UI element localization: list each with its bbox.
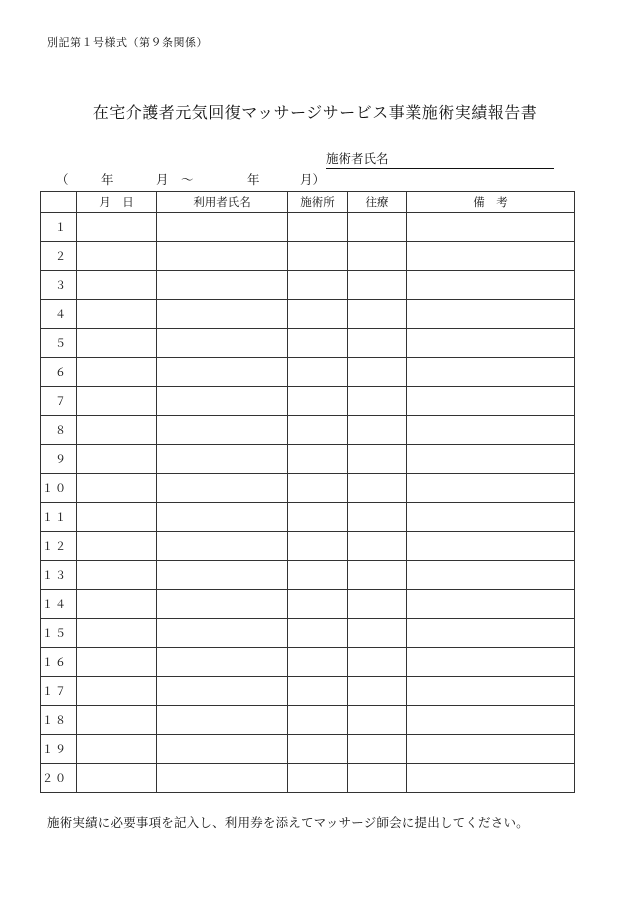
remarks-cell[interactable] <box>407 503 575 532</box>
house-call-cell[interactable] <box>348 445 407 474</box>
location-cell[interactable] <box>288 735 348 764</box>
period-end-year: 年 <box>247 172 260 187</box>
date-cell[interactable] <box>77 416 157 445</box>
remarks-cell[interactable] <box>407 416 575 445</box>
row-number: １８ <box>41 706 77 735</box>
location-cell[interactable] <box>288 648 348 677</box>
user-name-cell[interactable] <box>157 648 288 677</box>
remarks-cell[interactable] <box>407 242 575 271</box>
house-call-cell[interactable] <box>348 474 407 503</box>
row-number: ２０ <box>41 764 77 793</box>
row-number: ７ <box>41 387 77 416</box>
period-start-year: 年 <box>101 172 114 187</box>
remarks-cell[interactable] <box>407 358 575 387</box>
user-name-cell[interactable] <box>157 619 288 648</box>
house-call-cell[interactable] <box>348 706 407 735</box>
remarks-cell[interactable] <box>407 300 575 329</box>
row-number: １６ <box>41 648 77 677</box>
date-cell[interactable] <box>77 706 157 735</box>
date-cell[interactable] <box>77 619 157 648</box>
row-number: ８ <box>41 416 77 445</box>
date-cell[interactable] <box>77 271 157 300</box>
date-cell[interactable] <box>77 532 157 561</box>
row-number: ９ <box>41 445 77 474</box>
user-name-cell[interactable] <box>157 242 288 271</box>
house-call-cell[interactable] <box>348 300 407 329</box>
house-call-cell[interactable] <box>348 387 407 416</box>
period-end-month: 月） <box>300 172 326 187</box>
table-row <box>41 706 575 735</box>
row-number: ６ <box>41 358 77 387</box>
table-row <box>41 242 575 271</box>
row-number: ４ <box>41 300 77 329</box>
date-cell[interactable] <box>77 561 157 590</box>
table-row <box>41 764 575 793</box>
house-call-cell[interactable] <box>348 677 407 706</box>
row-number: １１ <box>41 503 77 532</box>
location-cell[interactable] <box>288 213 348 242</box>
row-number: ５ <box>41 329 77 358</box>
row-number: １５ <box>41 619 77 648</box>
house-call-cell[interactable] <box>348 416 407 445</box>
house-call-cell[interactable] <box>348 561 407 590</box>
date-cell[interactable] <box>77 213 157 242</box>
table-row <box>41 532 575 561</box>
remarks-cell[interactable] <box>407 271 575 300</box>
remarks-cell[interactable] <box>407 764 575 793</box>
house-call-cell[interactable] <box>348 590 407 619</box>
remarks-cell[interactable] <box>407 706 575 735</box>
location-cell[interactable] <box>288 242 348 271</box>
user-name-cell[interactable] <box>157 358 288 387</box>
table-row <box>41 271 575 300</box>
header-house-call: 往療 <box>348 192 407 213</box>
location-cell[interactable] <box>288 474 348 503</box>
header-remarks: 備 考 <box>407 192 575 213</box>
row-number: １０ <box>41 474 77 503</box>
header-user-name: 利用者氏名 <box>157 192 288 213</box>
date-cell[interactable] <box>77 764 157 793</box>
house-call-cell[interactable] <box>348 735 407 764</box>
user-name-cell[interactable] <box>157 329 288 358</box>
house-call-cell[interactable] <box>348 648 407 677</box>
user-name-cell[interactable] <box>157 561 288 590</box>
house-call-cell[interactable] <box>348 213 407 242</box>
user-name-cell[interactable] <box>157 271 288 300</box>
row-number: １２ <box>41 532 77 561</box>
row-number: １９ <box>41 735 77 764</box>
date-cell[interactable] <box>77 474 157 503</box>
practitioner-name-label: 施術者氏名 <box>326 151 389 166</box>
table-row <box>41 474 575 503</box>
table-row <box>41 503 575 532</box>
location-cell[interactable] <box>288 706 348 735</box>
location-cell[interactable] <box>288 677 348 706</box>
remarks-cell[interactable] <box>407 532 575 561</box>
remarks-cell[interactable] <box>407 445 575 474</box>
user-name-cell[interactable] <box>157 503 288 532</box>
remarks-cell[interactable] <box>407 619 575 648</box>
house-call-cell[interactable] <box>348 358 407 387</box>
user-name-cell[interactable] <box>157 416 288 445</box>
table-row <box>41 561 575 590</box>
remarks-cell[interactable] <box>407 387 575 416</box>
remarks-cell[interactable] <box>407 735 575 764</box>
row-number: １７ <box>41 677 77 706</box>
location-cell[interactable] <box>288 300 348 329</box>
period-start-month: 月 <box>156 172 169 187</box>
location-cell[interactable] <box>288 619 348 648</box>
date-cell[interactable] <box>77 387 157 416</box>
table-row <box>41 213 575 242</box>
document-title: 在宅介護者元気回復マッサージサービス事業施術実績報告書 <box>92 103 538 122</box>
user-name-cell[interactable] <box>157 735 288 764</box>
house-call-cell[interactable] <box>348 242 407 271</box>
header-month-day: 月 日 <box>77 192 157 213</box>
header-location: 施術所 <box>288 192 348 213</box>
table-row <box>41 677 575 706</box>
table-row <box>41 735 575 764</box>
user-name-cell[interactable] <box>157 532 288 561</box>
table-row <box>41 445 575 474</box>
user-name-cell[interactable] <box>157 764 288 793</box>
table-row <box>41 329 575 358</box>
date-cell[interactable] <box>77 735 157 764</box>
date-cell[interactable] <box>77 242 157 271</box>
house-call-cell[interactable] <box>348 764 407 793</box>
location-cell[interactable] <box>288 532 348 561</box>
date-cell[interactable] <box>77 358 157 387</box>
location-cell[interactable] <box>288 387 348 416</box>
user-name-cell[interactable] <box>157 387 288 416</box>
table-header-row <box>41 192 575 213</box>
remarks-cell[interactable] <box>407 474 575 503</box>
date-cell[interactable] <box>77 590 157 619</box>
row-number: １ <box>41 213 77 242</box>
table-body <box>41 213 575 793</box>
location-cell[interactable] <box>288 561 348 590</box>
table-row <box>41 619 575 648</box>
house-call-cell[interactable] <box>348 619 407 648</box>
user-name-cell[interactable] <box>157 474 288 503</box>
date-cell[interactable] <box>77 677 157 706</box>
location-cell[interactable] <box>288 445 348 474</box>
table-row <box>41 416 575 445</box>
table-row <box>41 387 575 416</box>
location-cell[interactable] <box>288 271 348 300</box>
location-cell[interactable] <box>288 358 348 387</box>
date-cell[interactable] <box>77 445 157 474</box>
row-number: ３ <box>41 271 77 300</box>
user-name-cell[interactable] <box>157 677 288 706</box>
user-name-cell[interactable] <box>157 590 288 619</box>
house-call-cell[interactable] <box>348 271 407 300</box>
period-tilde: ～ <box>181 172 194 187</box>
remarks-cell[interactable] <box>407 213 575 242</box>
practitioner-name-field[interactable] <box>326 150 554 169</box>
remarks-cell[interactable] <box>407 329 575 358</box>
location-cell[interactable] <box>288 764 348 793</box>
remarks-cell[interactable] <box>407 677 575 706</box>
row-number: ２ <box>41 242 77 271</box>
house-call-cell[interactable] <box>348 532 407 561</box>
remarks-cell[interactable] <box>407 561 575 590</box>
header-number <box>41 192 77 213</box>
user-name-cell[interactable] <box>157 706 288 735</box>
house-call-cell[interactable] <box>348 503 407 532</box>
row-number: １３ <box>41 561 77 590</box>
house-call-cell[interactable] <box>348 329 407 358</box>
table-row <box>41 358 575 387</box>
period-open-paren: （ <box>56 172 69 187</box>
footer-instruction: 施術実績に必要事項を記入し、利用券を添えてマッサージ師会に提出してください。 <box>47 815 529 830</box>
user-name-cell[interactable] <box>157 445 288 474</box>
date-cell[interactable] <box>77 503 157 532</box>
location-cell[interactable] <box>288 590 348 619</box>
table-row <box>41 590 575 619</box>
table-row <box>41 300 575 329</box>
date-cell[interactable] <box>77 648 157 677</box>
location-cell[interactable] <box>288 329 348 358</box>
date-cell[interactable] <box>77 300 157 329</box>
remarks-cell[interactable] <box>407 648 575 677</box>
report-table <box>40 191 575 793</box>
table-row <box>41 648 575 677</box>
user-name-cell[interactable] <box>157 213 288 242</box>
date-cell[interactable] <box>77 329 157 358</box>
user-name-cell[interactable] <box>157 300 288 329</box>
location-cell[interactable] <box>288 503 348 532</box>
row-number: １４ <box>41 590 77 619</box>
form-number: 別記第１号様式（第９条関係） <box>47 36 208 49</box>
location-cell[interactable] <box>288 416 348 445</box>
remarks-cell[interactable] <box>407 590 575 619</box>
